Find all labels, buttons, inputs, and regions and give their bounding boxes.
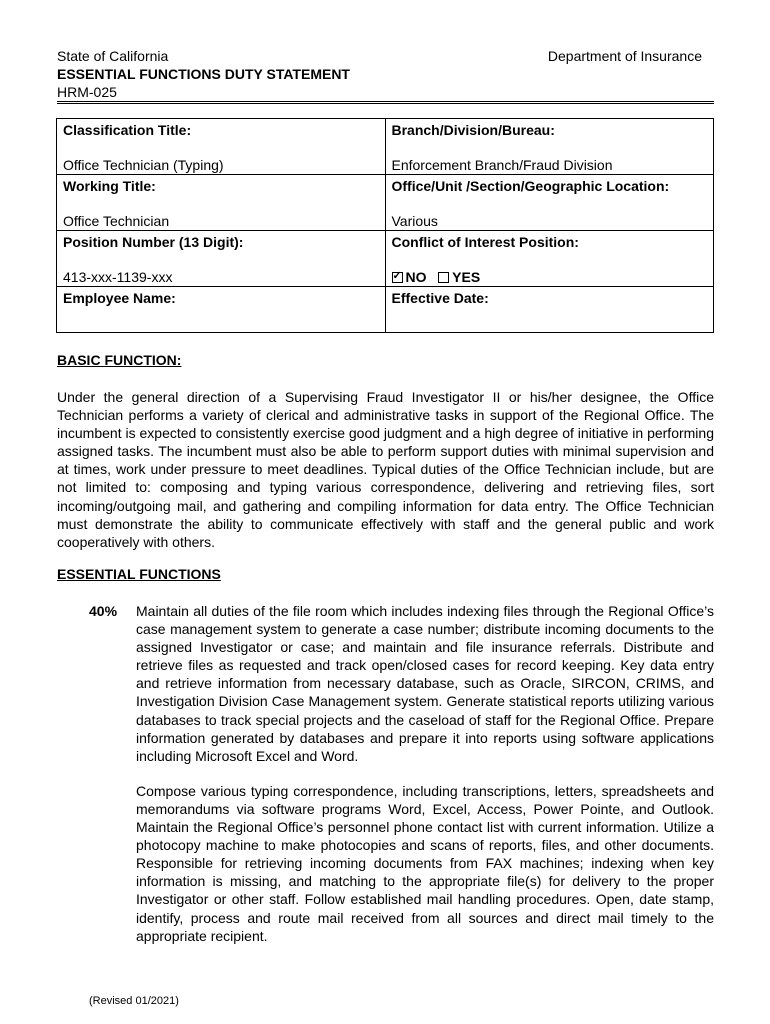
form-number: HRM-025	[57, 84, 117, 100]
position-info-table	[56, 118, 714, 333]
employee-name-label: Employee Name:	[63, 290, 176, 306]
employee-name-cell	[57, 287, 386, 333]
document-header	[57, 47, 713, 101]
essential-function-item	[89, 602, 714, 962]
branch-cell	[385, 119, 714, 175]
position-number-cell	[57, 231, 386, 287]
position-number-label: Position Number (13 Digit):	[63, 234, 244, 250]
branch-value: Enforcement Branch/Fraud Division	[391, 157, 613, 173]
basic-function-text: Under the general direction of a Supervising Fraud Investigator II or his/her designee, the Office Technician performs a variety of clerical and administrative tasks in support of the Regional Office. The incumbent is expected to consistently exercise good judgment and a high degree of initiative in performing assigned tasks. The incumbent must also be able to perform support duties with minimal supervision and at times, work under pressure to meet deadlines. Typical duties of the Office Technician include, but are not limited to: composing and typing various correspondence, delivering and retrieving files, sort incoming/outgoing mail, and gathering and compiling information for data entry. The Office Technician must demonstrate the ability to communicate effectively with staff and the general public and work cooperatively with others.	[57, 389, 714, 550]
branch-label: Branch/Division/Bureau:	[391, 122, 555, 138]
conflict-yes-label: YES	[452, 269, 481, 285]
conflict-label: Conflict of Interest Position:	[391, 234, 579, 250]
working-title-cell	[57, 175, 386, 231]
revision-footer: (Revised 01/2021)	[89, 995, 179, 1007]
function-paragraph-2: Compose various typing correspondence, including transcriptions, letters, spreadsheets and memorandums via software programs Word, Excel, Access, Power Pointe, and Outlook. Maintain the Regional Office’s personnel phone contact list with current information. Utilize a photocopy machine to make photocopies and scans of reports, files, and other documents. Responsible for retrieving incoming documents from FAX machines; indexing when key information is missing, and matching to the appropriate file(s) for delivery to the proper Investigator or other staff. Follow established mail handling procedures. Open, date stamp, identify, process and route mail received from all sources and direct mail timely to the appropriate recipient.	[136, 782, 714, 944]
department-name: Department of Insurance	[547, 48, 702, 64]
office-location-label: Office/Unit /Section/Geographic Location:	[391, 178, 670, 194]
percentage-label: 40%	[89, 603, 118, 619]
document-title: ESSENTIAL FUNCTIONS DUTY STATEMENT	[57, 66, 350, 82]
working-title-label: Working Title:	[63, 178, 156, 194]
essential-functions-heading: ESSENTIAL FUNCTIONS	[57, 566, 221, 582]
function-description	[136, 602, 714, 945]
conflict-no-label: NO	[405, 269, 427, 285]
conflict-options	[392, 269, 708, 286]
basic-function-heading: BASIC FUNCTION:	[57, 352, 182, 368]
position-number-value: 413-xxx-1139-xxx	[63, 269, 173, 285]
office-location-value: Various	[391, 213, 438, 229]
yes-checkbox-icon[interactable]	[438, 272, 449, 283]
no-checkbox-checked-icon[interactable]	[392, 272, 403, 283]
classification-value: Office Technician (Typing)	[63, 157, 224, 173]
effective-date-label: Effective Date:	[391, 290, 489, 306]
working-title-value: Office Technician	[63, 213, 170, 229]
effective-date-cell	[385, 287, 714, 333]
function-paragraph-1: Maintain all duties of the file room which includes indexing files through the Regional Office’s case management system to generate a case number; distribute incoming documents to the assigned Investigator or case; and maintain and file insurance referrals. Distribute and retrieve files as requested and track open/closed cases for record keeping. Key data entry and retrieve information from necessary database, such as Oracle, SIRCON, CRIMS, and Investigation Division Case Management system. Generate statistical reports utilizing various databases to track special projects and the caseload of staff for the Regional Office. Prepare information generated by databases and prepare it into reports using software applications including Microsoft Excel and Word.	[136, 603, 714, 764]
header-rule	[57, 101, 714, 104]
conflict-cell	[385, 231, 714, 287]
classification-cell	[57, 119, 386, 175]
state-name: State of California	[57, 48, 169, 64]
office-location-cell	[385, 175, 714, 231]
classification-label: Classification Title:	[63, 122, 192, 138]
